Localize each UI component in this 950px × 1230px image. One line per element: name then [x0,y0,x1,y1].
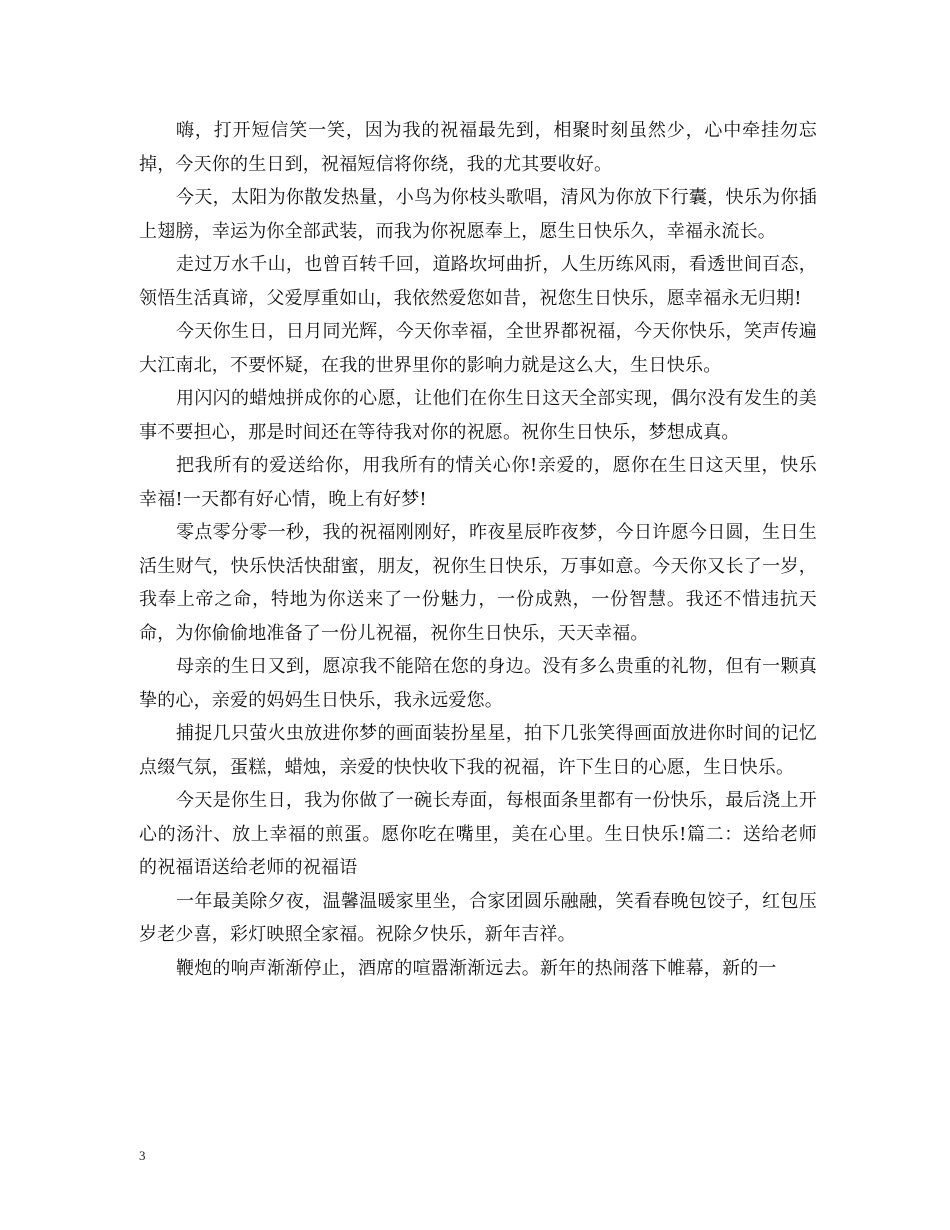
paragraph: 今天是你生日，我为你做了一碗长寿面，每根面条里都有一份快乐，最后浇上开心的汤汁、放上幸福的煎蛋。愿你吃在嘴里，美在心里。生日快乐!篇二：送给老师的祝福语送给老师的祝福语 [139,790,817,878]
paragraph: 用闪闪的蜡烛拼成你的心愿，让他们在你生日这天全部实现，偶尔没有发生的美事不要担心，那是时间还在等待我对你的祝愿。祝你生日快乐，梦想成真。 [139,388,817,443]
paragraph: 今天，太阳为你散发热量，小鸟为你枝头歌唱，清风为你放下行囊，快乐为你插上翅膀，幸运为你全部武装，而我为你祝愿奉上，愿生日快乐久，幸福永流长。 [139,187,817,242]
paragraph: 零点零分零一秒，我的祝福刚刚好，昨夜星辰昨夜梦，今日许愿今日圆，生日生活生财气，快乐快活快甜蜜，朋友，祝你生日快乐，万事如意。今天你又长了一岁，我奉上帝之命，特地为你送来了一份魅力，一份成熟，一份智慧。我还不惜违抗天命，为你偷偷地准备了一份儿祝福，祝你生日快乐，天天幸福。 [139,522,817,644]
paragraph: 母亲的生日又到，愿凉我不能陪在您的身边。没有多么贵重的礼物，但有一颗真挚的心，亲爱的妈妈生日快乐，我永远爱您。 [139,656,817,711]
paragraph: 走过万水千山，也曾百转千回，道路坎坷曲折，人生历练风雨，看透世间百态，领悟生活真谛，父爱厚重如山，我依然爱您如昔，祝您生日快乐，愿幸福永无归期! [139,254,817,309]
paragraph: 一年最美除夕夜，温馨温暖家里坐，合家团圆乐融融，笑看春晚包饺子，红包压岁老少喜，彩灯映照全家福。祝除夕快乐，新年吉祥。 [139,890,817,945]
page-number: 3 [139,1148,146,1163]
paragraph: 今天你生日，日月同光辉，今天你幸福，全世界都祝福，今天你快乐，笑声传遍大江南北，不要怀疑，在我的世界里你的影响力就是这么大，生日快乐。 [139,321,817,376]
paragraph: 嗨，打开短信笑一笑，因为我的祝福最先到，相聚时刻虽然少，心中牵挂勿忘掉，今天你的生日到，祝福短信将你绕，我的尤其要收好。 [139,120,817,175]
paragraph: 鞭炮的响声渐渐停止，酒席的喧嚣渐渐远去。新年的热闹落下帷幕，新的一 [176,957,777,979]
paragraph: 把我所有的爱送给你，用我所有的情关心你!亲爱的，愿你在生日这天里，快乐幸福!一天都有好心情，晚上有好梦! [139,455,817,510]
paragraph: 捕捉几只萤火虫放进你梦的画面装扮星星，拍下几张笑得画面放进你时间的记忆点缀气氛，蛋糕，蜡烛，亲爱的快快收下我的祝福，许下生日的心愿，生日快乐。 [139,723,817,778]
document-body [139,114,817,985]
